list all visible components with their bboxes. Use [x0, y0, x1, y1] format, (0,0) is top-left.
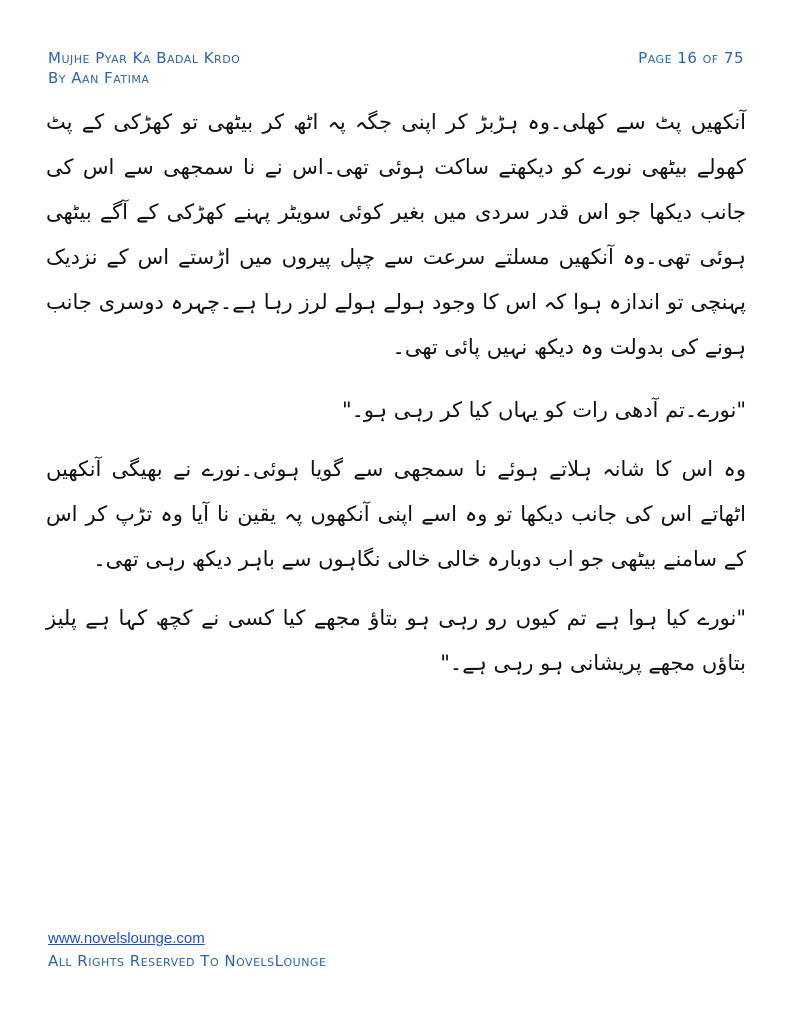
paragraph-3: وہ اس کا شانہ ہلاتے ہوئے نا سمجھی سے گویا ہوئی۔نورے نے بھیگی آنکھیں اٹھاتے اس کی جانب دیکھا تو وہ اسے اپنی آنکھوں پہ یقین نا آیا وہ تڑپ کر اس کے سامنے بیٹھی جو اب دوبارہ خالی خالی نگاہوں سے باہر دیکھ رہی تھی۔ — [46, 457, 746, 571]
novel-body-text — [46, 100, 746, 700]
copyright-notice: All Rights Reserved To NovelsLounge — [48, 952, 327, 970]
document-title: Mujhe Pyar Ka Badal Krdo — [48, 49, 241, 67]
paragraph-2: "نورے۔تم آدھی رات کو یہاں کیا کر رہی ہو۔" — [341, 398, 746, 422]
paragraph-4: "نورے کیا ہوا ہے تم کیوں رو رہی ہو بتاؤ مجھے کیا کسی نے کچھ کہا ہے پلیز بتاؤں مجھے پریشانی ہو رہی ہے۔" — [46, 606, 746, 675]
website-link[interactable]: www.novelslounge.com — [48, 930, 205, 947]
document-author: By Aan Fatima — [48, 69, 150, 87]
paragraph-1: آنکھیں پٹ سے کھلی۔وہ ہڑبڑ کر اپنی جگہ پہ اٹھ کر بیٹھی تو کھڑکی کے پٹ کھولے بیٹھی نورے کو دیکھتے ساکت ہوئی تھی۔اس نے نا سمجھی سے اس کی جانب دیکھا جو اس قدر سردی میں بغیر کوئی سویٹر پہنے کھڑکی کے آگے بیٹھی ہوئی تھی۔وہ آنکھیں مسلتے سرعت سے چپل پیروں میں اڑستے اس کے نزدیک پہنچی تو اندازہ ہوا کہ اس کا وجود ہولے ہولے لرز رہا ہے۔چہرہ دوسری جانب ہونے کی بدولت وہ دیکھ نہیں پائی تھی۔ — [46, 110, 746, 359]
page-number: Page 16 of 75 — [638, 49, 744, 67]
